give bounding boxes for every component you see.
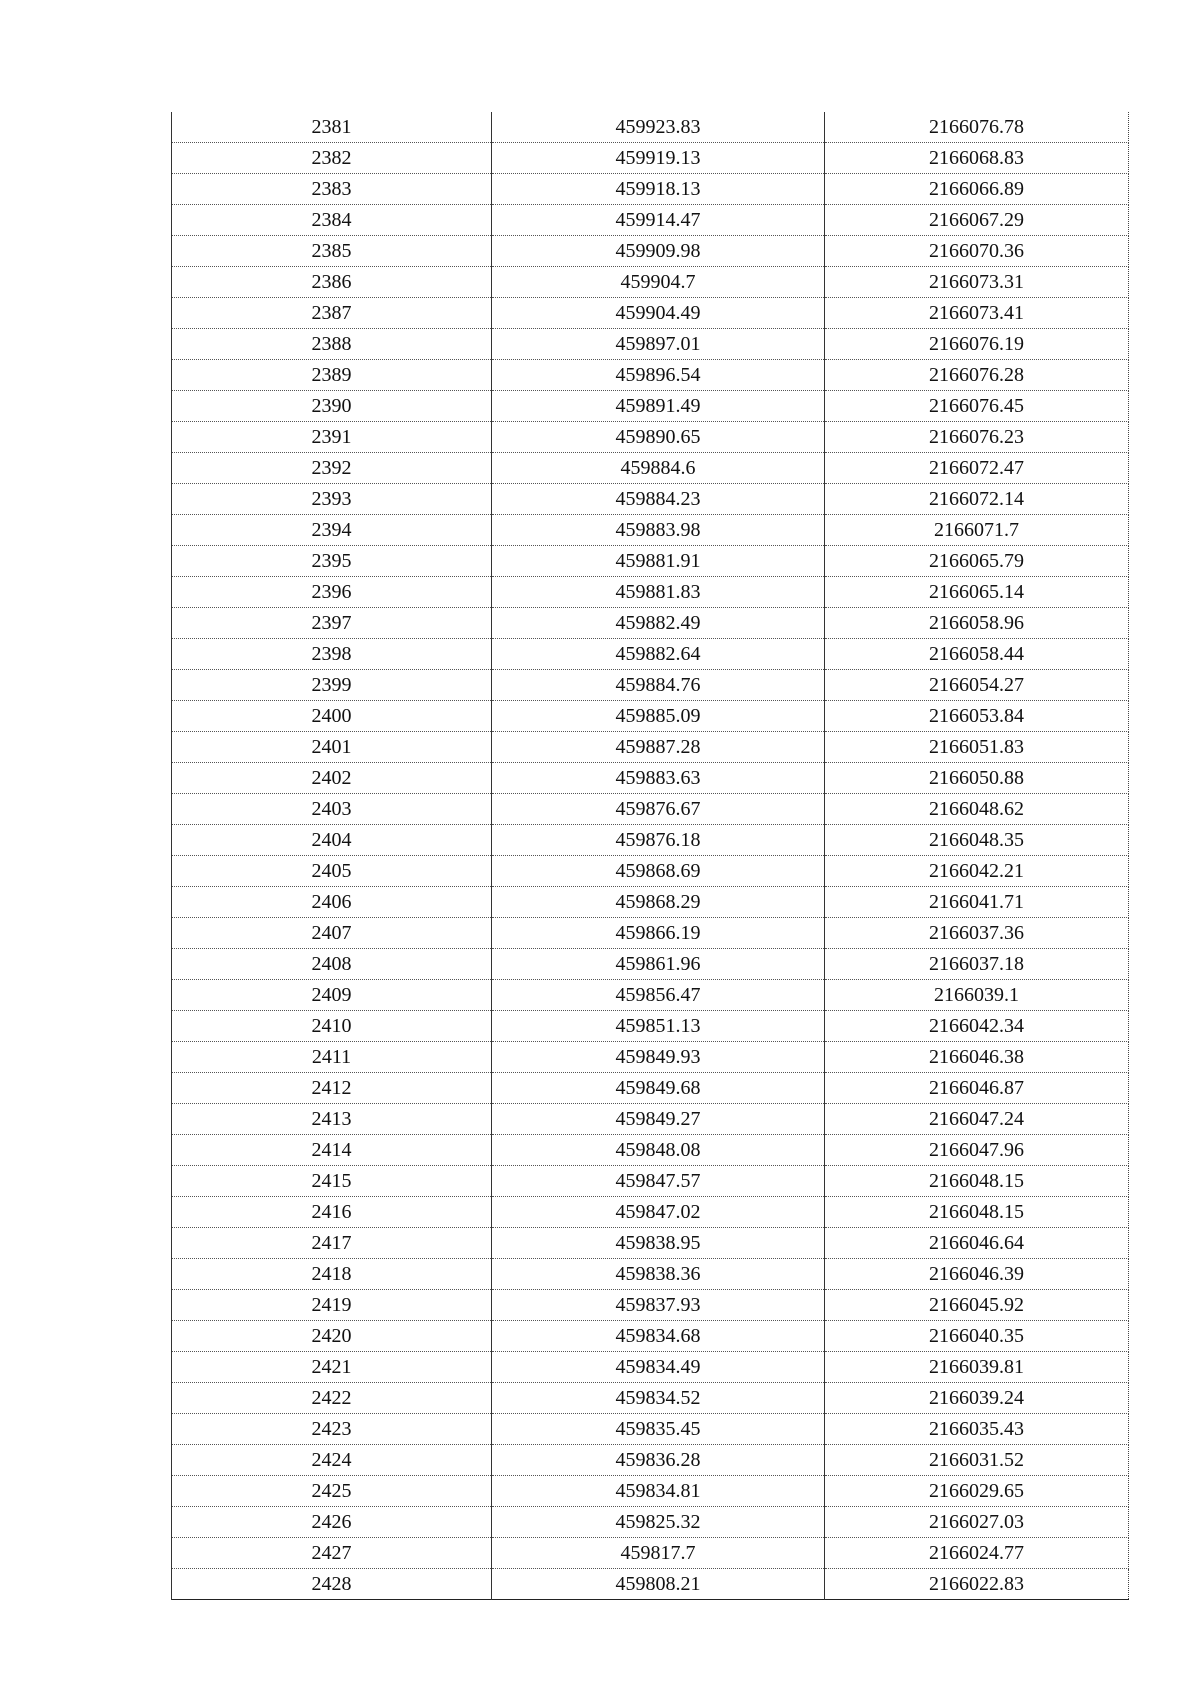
- x-coordinate-cell: 459887.28: [492, 732, 825, 763]
- y-coordinate-cell: 2166046.39: [825, 1259, 1129, 1290]
- x-coordinate-cell: 459882.64: [492, 639, 825, 670]
- table-row: [172, 329, 1129, 360]
- y-coordinate-cell: 2166024.77: [825, 1538, 1129, 1569]
- y-coordinate-cell: 2166054.27: [825, 670, 1129, 701]
- point-number-cell: 2390: [172, 391, 492, 422]
- point-number-cell: 2426: [172, 1507, 492, 1538]
- y-coordinate-cell: 2166039.24: [825, 1383, 1129, 1414]
- y-coordinate-cell: 2166047.96: [825, 1135, 1129, 1166]
- point-number-cell: 2414: [172, 1135, 492, 1166]
- point-number-cell: 2419: [172, 1290, 492, 1321]
- x-coordinate-cell: 459868.29: [492, 887, 825, 918]
- point-number-cell: 2387: [172, 298, 492, 329]
- table-row: [172, 174, 1129, 205]
- y-coordinate-cell: 2166039.81: [825, 1352, 1129, 1383]
- y-coordinate-cell: 2166076.23: [825, 422, 1129, 453]
- x-coordinate-cell: 459825.32: [492, 1507, 825, 1538]
- y-coordinate-cell: 2166076.78: [825, 112, 1129, 143]
- y-coordinate-cell: 2166053.84: [825, 701, 1129, 732]
- point-number-cell: 2424: [172, 1445, 492, 1476]
- point-number-cell: 2391: [172, 422, 492, 453]
- y-coordinate-cell: 2166058.96: [825, 608, 1129, 639]
- point-number-cell: 2394: [172, 515, 492, 546]
- point-number-cell: 2423: [172, 1414, 492, 1445]
- table-row: [172, 887, 1129, 918]
- table-row: [172, 1507, 1129, 1538]
- table-row: [172, 1569, 1129, 1600]
- x-coordinate-cell: 459838.36: [492, 1259, 825, 1290]
- point-number-cell: 2388: [172, 329, 492, 360]
- x-coordinate-cell: 459897.01: [492, 329, 825, 360]
- table-row: [172, 732, 1129, 763]
- table-row: [172, 546, 1129, 577]
- x-coordinate-cell: 459834.49: [492, 1352, 825, 1383]
- x-coordinate-cell: 459861.96: [492, 949, 825, 980]
- table-row: [172, 1228, 1129, 1259]
- x-coordinate-cell: 459847.02: [492, 1197, 825, 1228]
- y-coordinate-cell: 2166040.35: [825, 1321, 1129, 1352]
- y-coordinate-cell: 2166073.41: [825, 298, 1129, 329]
- y-coordinate-cell: 2166037.36: [825, 918, 1129, 949]
- y-coordinate-cell: 2166065.14: [825, 577, 1129, 608]
- x-coordinate-cell: 459849.27: [492, 1104, 825, 1135]
- point-number-cell: 2422: [172, 1383, 492, 1414]
- y-coordinate-cell: 2166045.92: [825, 1290, 1129, 1321]
- table-row: [172, 825, 1129, 856]
- x-coordinate-cell: 459834.81: [492, 1476, 825, 1507]
- point-number-cell: 2389: [172, 360, 492, 391]
- table-row: [172, 1476, 1129, 1507]
- point-number-cell: 2397: [172, 608, 492, 639]
- point-number-cell: 2405: [172, 856, 492, 887]
- x-coordinate-cell: 459876.67: [492, 794, 825, 825]
- y-coordinate-cell: 2166027.03: [825, 1507, 1129, 1538]
- table-row: [172, 422, 1129, 453]
- y-coordinate-cell: 2166046.64: [825, 1228, 1129, 1259]
- y-coordinate-cell: 2166048.15: [825, 1197, 1129, 1228]
- x-coordinate-cell: 459884.6: [492, 453, 825, 484]
- point-number-cell: 2383: [172, 174, 492, 205]
- point-number-cell: 2407: [172, 918, 492, 949]
- table-row: [172, 1414, 1129, 1445]
- point-number-cell: 2393: [172, 484, 492, 515]
- table-row: [172, 1538, 1129, 1569]
- point-number-cell: 2384: [172, 205, 492, 236]
- y-coordinate-cell: 2166070.36: [825, 236, 1129, 267]
- point-number-cell: 2416: [172, 1197, 492, 1228]
- y-coordinate-cell: 2166073.31: [825, 267, 1129, 298]
- point-number-cell: 2401: [172, 732, 492, 763]
- point-number-cell: 2425: [172, 1476, 492, 1507]
- table-row: [172, 1073, 1129, 1104]
- y-coordinate-cell: 2166048.15: [825, 1166, 1129, 1197]
- table-row: [172, 1042, 1129, 1073]
- table-row: [172, 1104, 1129, 1135]
- point-number-cell: 2400: [172, 701, 492, 732]
- x-coordinate-cell: 459918.13: [492, 174, 825, 205]
- x-coordinate-cell: 459849.68: [492, 1073, 825, 1104]
- point-number-cell: 2410: [172, 1011, 492, 1042]
- y-coordinate-cell: 2166031.52: [825, 1445, 1129, 1476]
- x-coordinate-cell: 459848.08: [492, 1135, 825, 1166]
- y-coordinate-cell: 2166046.87: [825, 1073, 1129, 1104]
- x-coordinate-cell: 459883.63: [492, 763, 825, 794]
- y-coordinate-cell: 2166058.44: [825, 639, 1129, 670]
- x-coordinate-cell: 459866.19: [492, 918, 825, 949]
- table-row: [172, 918, 1129, 949]
- table-row: [172, 949, 1129, 980]
- point-number-cell: 2428: [172, 1569, 492, 1600]
- x-coordinate-cell: 459909.98: [492, 236, 825, 267]
- table-row: [172, 980, 1129, 1011]
- x-coordinate-cell: 459868.69: [492, 856, 825, 887]
- x-coordinate-cell: 459881.83: [492, 577, 825, 608]
- y-coordinate-cell: 2166076.45: [825, 391, 1129, 422]
- table-row: [172, 391, 1129, 422]
- table-row: [172, 701, 1129, 732]
- y-coordinate-cell: 2166066.89: [825, 174, 1129, 205]
- y-coordinate-cell: 2166067.29: [825, 205, 1129, 236]
- table-row: [172, 360, 1129, 391]
- x-coordinate-cell: 459919.13: [492, 143, 825, 174]
- point-number-cell: 2396: [172, 577, 492, 608]
- x-coordinate-cell: 459890.65: [492, 422, 825, 453]
- table-row: [172, 1352, 1129, 1383]
- table-row: [172, 794, 1129, 825]
- table-row: [172, 1383, 1129, 1414]
- table-row: [172, 577, 1129, 608]
- y-coordinate-cell: 2166048.62: [825, 794, 1129, 825]
- point-number-cell: 2415: [172, 1166, 492, 1197]
- y-coordinate-cell: 2166037.18: [825, 949, 1129, 980]
- table-row: [172, 608, 1129, 639]
- x-coordinate-cell: 459904.7: [492, 267, 825, 298]
- point-number-cell: 2421: [172, 1352, 492, 1383]
- x-coordinate-cell: 459884.23: [492, 484, 825, 515]
- x-coordinate-cell: 459876.18: [492, 825, 825, 856]
- y-coordinate-cell: 2166046.38: [825, 1042, 1129, 1073]
- x-coordinate-cell: 459856.47: [492, 980, 825, 1011]
- x-coordinate-cell: 459914.47: [492, 205, 825, 236]
- table-row: [172, 1259, 1129, 1290]
- x-coordinate-cell: 459884.76: [492, 670, 825, 701]
- y-coordinate-cell: 2166065.79: [825, 546, 1129, 577]
- x-coordinate-cell: 459837.93: [492, 1290, 825, 1321]
- y-coordinate-cell: 2166035.43: [825, 1414, 1129, 1445]
- point-number-cell: 2409: [172, 980, 492, 1011]
- x-coordinate-cell: 459923.83: [492, 112, 825, 143]
- table-row: [172, 763, 1129, 794]
- x-coordinate-cell: 459849.93: [492, 1042, 825, 1073]
- table-row: [172, 236, 1129, 267]
- table-row: [172, 1445, 1129, 1476]
- x-coordinate-cell: 459847.57: [492, 1166, 825, 1197]
- y-coordinate-cell: 2166071.7: [825, 515, 1129, 546]
- point-number-cell: 2418: [172, 1259, 492, 1290]
- point-number-cell: 2413: [172, 1104, 492, 1135]
- x-coordinate-cell: 459838.95: [492, 1228, 825, 1259]
- y-coordinate-cell: 2166041.71: [825, 887, 1129, 918]
- point-number-cell: 2417: [172, 1228, 492, 1259]
- table-row: [172, 453, 1129, 484]
- x-coordinate-cell: 459904.49: [492, 298, 825, 329]
- point-number-cell: 2398: [172, 639, 492, 670]
- table-row: [172, 639, 1129, 670]
- y-coordinate-cell: 2166042.34: [825, 1011, 1129, 1042]
- y-coordinate-cell: 2166072.14: [825, 484, 1129, 515]
- point-number-cell: 2395: [172, 546, 492, 577]
- y-coordinate-cell: 2166039.1: [825, 980, 1129, 1011]
- table-row: [172, 484, 1129, 515]
- point-number-cell: 2386: [172, 267, 492, 298]
- table-row: [172, 1321, 1129, 1352]
- x-coordinate-cell: 459885.09: [492, 701, 825, 732]
- table-row: [172, 112, 1129, 143]
- point-number-cell: 2385: [172, 236, 492, 267]
- x-coordinate-cell: 459834.52: [492, 1383, 825, 1414]
- table-row: [172, 143, 1129, 174]
- y-coordinate-cell: 2166051.83: [825, 732, 1129, 763]
- point-number-cell: 2411: [172, 1042, 492, 1073]
- point-number-cell: 2382: [172, 143, 492, 174]
- x-coordinate-cell: 459836.28: [492, 1445, 825, 1476]
- table-row: [172, 1011, 1129, 1042]
- y-coordinate-cell: 2166072.47: [825, 453, 1129, 484]
- point-number-cell: 2392: [172, 453, 492, 484]
- point-number-cell: 2404: [172, 825, 492, 856]
- x-coordinate-cell: 459808.21: [492, 1569, 825, 1600]
- x-coordinate-cell: 459851.13: [492, 1011, 825, 1042]
- table-row: [172, 1197, 1129, 1228]
- y-coordinate-cell: 2166029.65: [825, 1476, 1129, 1507]
- table-row: [172, 298, 1129, 329]
- table-row: [172, 670, 1129, 701]
- point-number-cell: 2403: [172, 794, 492, 825]
- y-coordinate-cell: 2166022.83: [825, 1569, 1129, 1600]
- x-coordinate-cell: 459817.7: [492, 1538, 825, 1569]
- coordinate-table-body: [172, 112, 1129, 1600]
- x-coordinate-cell: 459834.68: [492, 1321, 825, 1352]
- x-coordinate-cell: 459882.49: [492, 608, 825, 639]
- x-coordinate-cell: 459891.49: [492, 391, 825, 422]
- y-coordinate-cell: 2166048.35: [825, 825, 1129, 856]
- point-number-cell: 2412: [172, 1073, 492, 1104]
- table-row: [172, 1135, 1129, 1166]
- point-number-cell: 2408: [172, 949, 492, 980]
- point-number-cell: 2381: [172, 112, 492, 143]
- y-coordinate-cell: 2166076.19: [825, 329, 1129, 360]
- y-coordinate-cell: 2166050.88: [825, 763, 1129, 794]
- point-number-cell: 2399: [172, 670, 492, 701]
- x-coordinate-cell: 459896.54: [492, 360, 825, 391]
- table-row: [172, 856, 1129, 887]
- point-number-cell: 2406: [172, 887, 492, 918]
- table-row: [172, 1290, 1129, 1321]
- y-coordinate-cell: 2166076.28: [825, 360, 1129, 391]
- y-coordinate-cell: 2166047.24: [825, 1104, 1129, 1135]
- table-row: [172, 205, 1129, 236]
- y-coordinate-cell: 2166042.21: [825, 856, 1129, 887]
- table-row: [172, 267, 1129, 298]
- point-number-cell: 2420: [172, 1321, 492, 1352]
- point-number-cell: 2402: [172, 763, 492, 794]
- x-coordinate-cell: 459883.98: [492, 515, 825, 546]
- table-row: [172, 1166, 1129, 1197]
- x-coordinate-cell: 459835.45: [492, 1414, 825, 1445]
- x-coordinate-cell: 459881.91: [492, 546, 825, 577]
- table-row: [172, 515, 1129, 546]
- point-number-cell: 2427: [172, 1538, 492, 1569]
- coordinate-table: [171, 112, 1129, 1600]
- y-coordinate-cell: 2166068.83: [825, 143, 1129, 174]
